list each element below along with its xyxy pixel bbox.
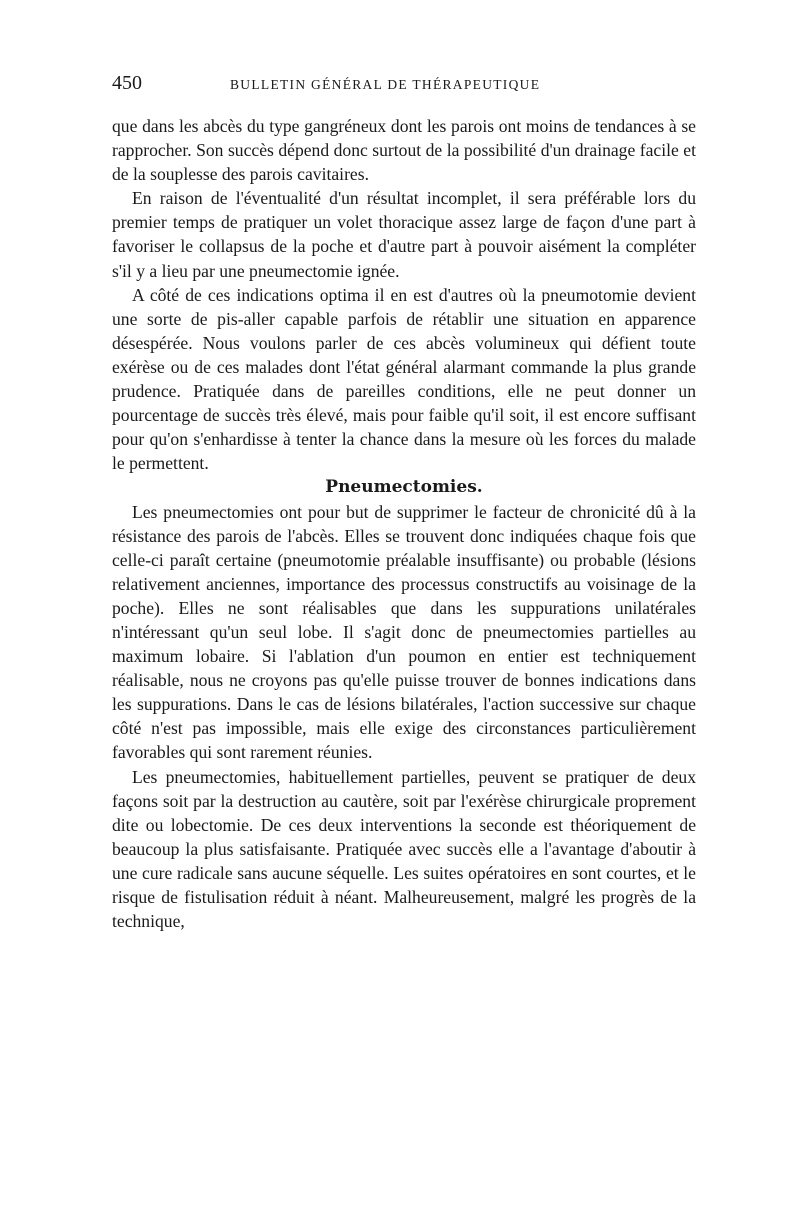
paragraph: Les pneumectomies, habituellement partielles, peuvent se pratiquer de deux façons soit par la destruction au cautère, soit par l'exérèse chirurgicale proprement dite ou lobectomie. De ces deux interventions la seconde est théoriquement de beaucoup la plus satisfaisante. Pratiquée avec succès elle a l'avantage d'aboutir à une cure radicale sans aucune séquelle. Les suites opératoires en sont courtes, et le risque de fistulisation réduit à néant. Malheureusement, malgré les progrès de la technique,	[112, 766, 696, 932]
paragraph: En raison de l'éventualité d'un résultat incomplet, il sera préférable lors du premier temps de pratiquer un volet thoracique assez large de façon d'une part à favoriser le collapsus de la poche et d'autre part à pouvoir aisément la compléter s'il y a lieu par une pneumectomie ignée.	[112, 188, 696, 281]
paragraph: que dans les abcès du type gangréneux dont les parois ont moins de tendances à se rapprocher. Son succès dépend donc surtout de la possibilité d'un drainage facile et de la souplesse des parois cavitaires.	[112, 116, 696, 185]
document-page	[112, 72, 696, 933]
running-title: BULLETIN GÉNÉRAL DE THÉRAPEUTIQUE	[230, 77, 541, 92]
section-heading: Pneumectomies.	[325, 477, 483, 498]
page-number: 450	[112, 72, 142, 94]
body-text	[112, 114, 696, 933]
paragraph: Les pneumectomies ont pour but de supprimer le facteur de chronicité dû à la résistance des parois de l'abcès. Elles se trouvent donc indiquées chaque fois que celle-ci paraît certaine (pneumotomie préalable insuffisante) ou probable (lésions relativement anciennes, importance des processus constructifs au voisinage de la poche). Elles ne sont réalisables que dans les suppurations unilatérales n'intéressant qu'un seul lobe. Il s'agit donc de pneumectomies partielles au maximum lobaire. Si l'ablation d'un poumon en entier est techniquement réalisable, nous ne croyons pas qu'elle puisse trouver de bonnes indications dans les suppurations. Dans le cas de lésions bilatérales, l'action successive sur chaque côté n'est pas impossible, mais elle exige des circonstances particulièrement favorables qui sont rarement réunies.	[112, 501, 696, 763]
page-header	[112, 72, 696, 98]
paragraph: A côté de ces indications optima il en est d'autres où la pneumotomie devient une sorte de pis-aller capable parfois de rétablir une situation en apparence désespérée. Nous voulons parler de ces abcès volumineux qui défient toute exérèse ou de ces malades dont l'état général alarmant commande la plus grande prudence. Pratiquée dans de pareilles conditions, elle ne peut donner un pourcentage de succès très élevé, mais pour faible qu'il soit, il est encore suffisant pour qu'on s'enhardisse à tenter la chance dans la mesure où les forces du malade le permettent.	[112, 284, 696, 474]
